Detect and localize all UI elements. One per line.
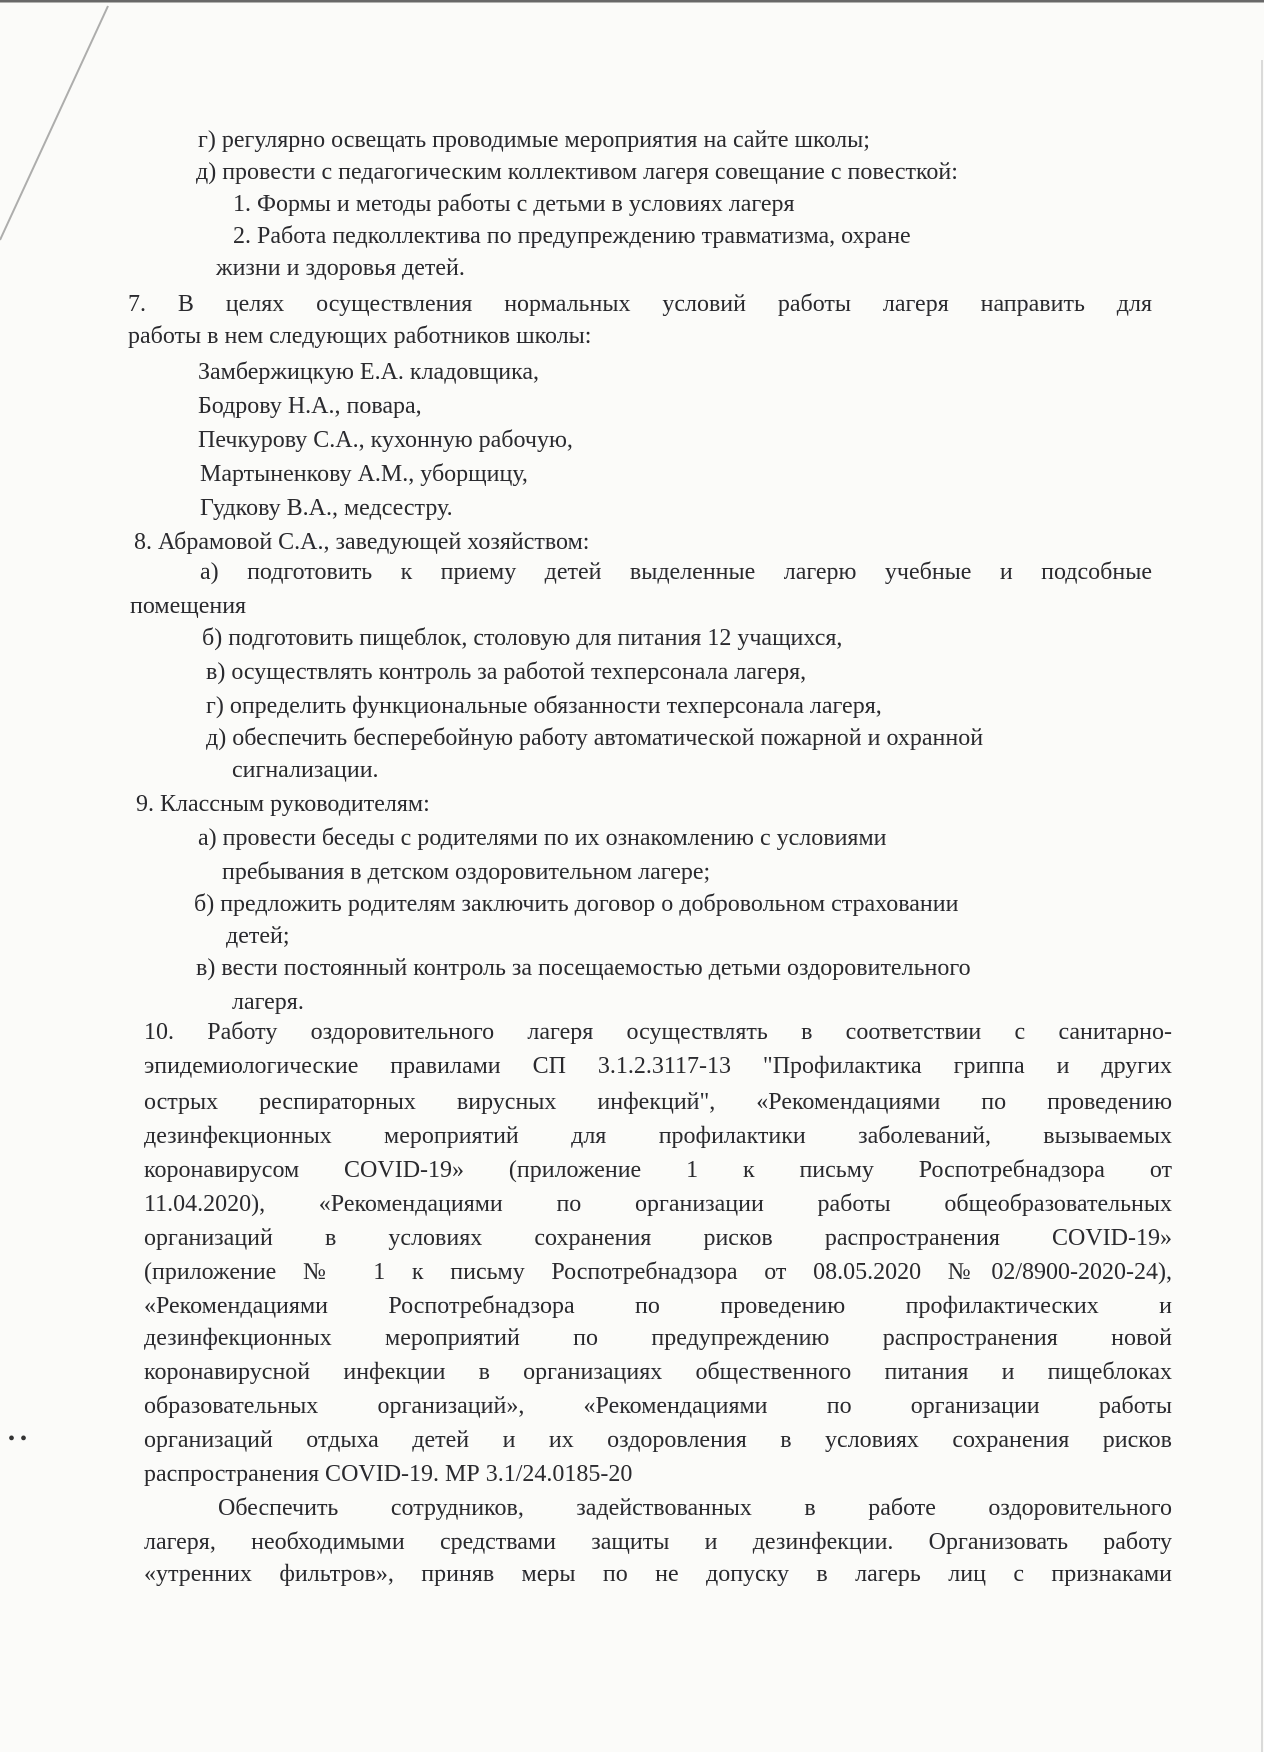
text-line: лагеря. — [232, 989, 304, 1015]
text-line: детей; — [226, 923, 290, 949]
text-line: Замбержицкую Е.А. кладовщика, — [198, 359, 540, 385]
text-line: 11.04.2020), «Рекомендациями по организации работы общеобразовательных — [144, 1191, 1172, 1217]
text-line: организаций отдыха детей и их оздоровления в условиях сохранения рисков — [144, 1427, 1172, 1453]
text-line: «Рекомендациями Роспотребнадзора по проведению профилактических и — [144, 1293, 1172, 1319]
text-line: (приложение № 1 к письму Роспотребнадзора от 08.05.2020 №02/8900-2020-24), — [144, 1259, 1172, 1285]
text-line: в) вести постоянный контроль за посещаемостью детьми оздоровительного — [196, 955, 971, 981]
text-line: лагеря, необходимыми средствами защиты и дезинфекции. Организовать работу — [144, 1529, 1172, 1555]
text-line: г) регулярно освещать проводимые мероприятия на сайте школы; — [198, 127, 870, 153]
text-line: 2. Работа педколлектива по предупреждению травматизма, охране — [233, 223, 911, 249]
text-line: д) провести с педагогическим коллективом лагеря совещание с повесткой: — [196, 159, 958, 185]
text-line: 9. Классным руководителям: — [136, 791, 430, 817]
text-line: д) обеспечить бесперебойную работу автоматической пожарной и охранной — [206, 725, 984, 751]
text-line: а) подготовить к приему детей выделенные лагерю учебные и подсобные — [200, 559, 1152, 585]
text-line: дезинфекционных мероприятий для профилактики заболеваний, вызываемых — [144, 1123, 1172, 1149]
text-line: эпидемиологические правилами СП 3.1.2.3117-13 "Профилактика гриппа и других — [144, 1053, 1172, 1079]
text-line: «утренних фильтров», приняв меры по не допуску в лагерь лиц с признаками — [144, 1561, 1172, 1587]
text-line: 8. Абрамовой С.А., заведующей хозяйством: — [134, 529, 590, 555]
text-line: жизни и здоровья детей. — [216, 255, 465, 281]
text-line: Бодрову Н.А., повара, — [198, 393, 422, 419]
text-line: Гудкову В.А., медсестру. — [200, 495, 453, 521]
text-line: острых респираторных вирусных инфекций", «Рекомендациями по проведению — [144, 1089, 1172, 1115]
text-line: образовательных организаций», «Рекомендациями по организации работы — [144, 1393, 1172, 1419]
text-line: организаций в условиях сохранения рисков распространения COVID-19» — [144, 1225, 1172, 1251]
text-line: коронавирусом COVID-19» (приложение 1 к письму Роспотребнадзора от — [144, 1157, 1172, 1183]
text-line: работы в нем следующих работников школы: — [128, 323, 592, 349]
text-line: а) провести беседы с родителями по их ознакомлению с условиями — [198, 825, 887, 851]
text-line: 10. Работу оздоровительного лагеря осуществлять в соответствии с санитарно- — [144, 1019, 1172, 1045]
text-line: коронавирусной инфекции в организациях общественного питания и пищеблоках — [144, 1359, 1172, 1385]
text-line: дезинфекционных мероприятий по предупреждению распространения новой — [144, 1325, 1172, 1351]
text-line: Обеспечить сотрудников, задействованных в работе оздоровительного — [218, 1495, 1172, 1521]
text-line: распространения COVID-19. МР 3.1/24.0185-20 — [144, 1461, 633, 1487]
text-line: Мартыненкову А.М., уборщицу, — [200, 461, 528, 487]
text-line: 7. В целях осуществления нормальных условий работы лагеря направить для — [128, 291, 1152, 317]
text-line: б) подготовить пищеблок, столовую для питания 12 учащихся, — [202, 625, 843, 651]
margin-marks: • • — [8, 1428, 28, 1450]
text-line: б) предложить родителям заключить договор о добровольном страховании — [194, 891, 959, 917]
text-line: пребывания в детском оздоровительном лагере; — [222, 859, 711, 885]
text-line: г) определить функциональные обязанности техперсонала лагеря, — [206, 693, 882, 719]
text-line: Печкурову С.А., кухонную рабочую, — [198, 427, 573, 453]
text-line: помещения — [130, 593, 247, 619]
text-line: сигнализации. — [232, 757, 379, 783]
text-line: в) осуществлять контроль за работой техперсонала лагеря, — [206, 659, 807, 685]
text-line: 1. Формы и методы работы с детьми в условиях лагеря — [233, 191, 795, 217]
